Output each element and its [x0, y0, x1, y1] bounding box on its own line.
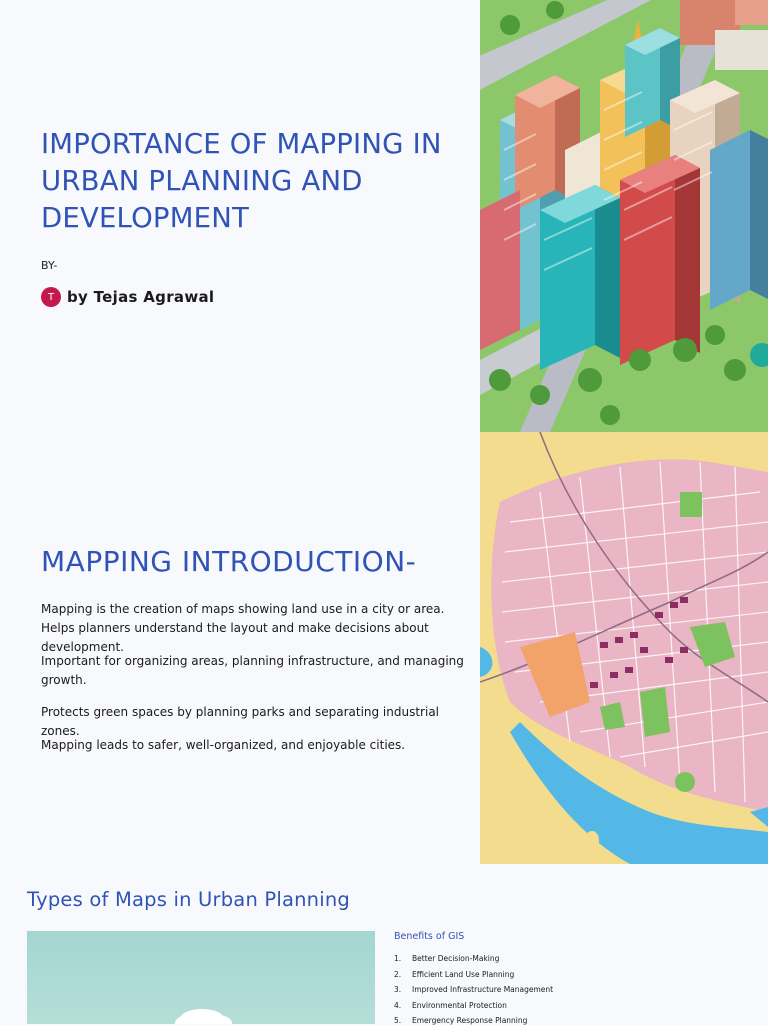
- author-name: by Tejas Agrawal: [67, 288, 215, 306]
- isometric-city-illustration: [480, 0, 768, 432]
- slide2-title: MAPPING INTRODUCTION-: [41, 545, 417, 578]
- intro-paragraph-2: Important for organizing areas, planning infrastructure, and managing growth.: [41, 654, 464, 687]
- by-label: BY-: [41, 259, 58, 272]
- intro-paragraph-3: Protects green spaces by planning parks and separating industrial zones.: [41, 705, 440, 738]
- list-item: 4. Environmental Protection: [394, 1001, 507, 1010]
- benefits-title: Benefits of GIS: [394, 931, 465, 942]
- intro-paragraph-4: Mapping leads to safer, well-organized, and enjoyable cities.: [41, 738, 406, 752]
- list-item: 2. Efficient Land Use Planning: [394, 970, 515, 979]
- avatar: T: [41, 287, 61, 307]
- slide3-title: Types of Maps in Urban Planning: [27, 888, 350, 911]
- list-item: 5. Emergency Response Planning: [394, 1016, 528, 1025]
- sky-cloud-photo: [27, 931, 375, 1024]
- list-item: 1. Better Decision-Making: [394, 954, 500, 963]
- list-item: 3. Improved Infrastructure Management: [394, 985, 554, 994]
- slide1-title: IMPORTANCE OF MAPPING IN URBAN PLANNING AND DEVELOPMENT: [41, 128, 442, 234]
- city-land-use-map: [480, 432, 768, 864]
- author-line: [41, 287, 214, 307]
- intro-paragraph-1: Mapping is the creation of maps showing land use in a city or area. Helps planners understand the layout and make decisions about development.: [41, 602, 445, 654]
